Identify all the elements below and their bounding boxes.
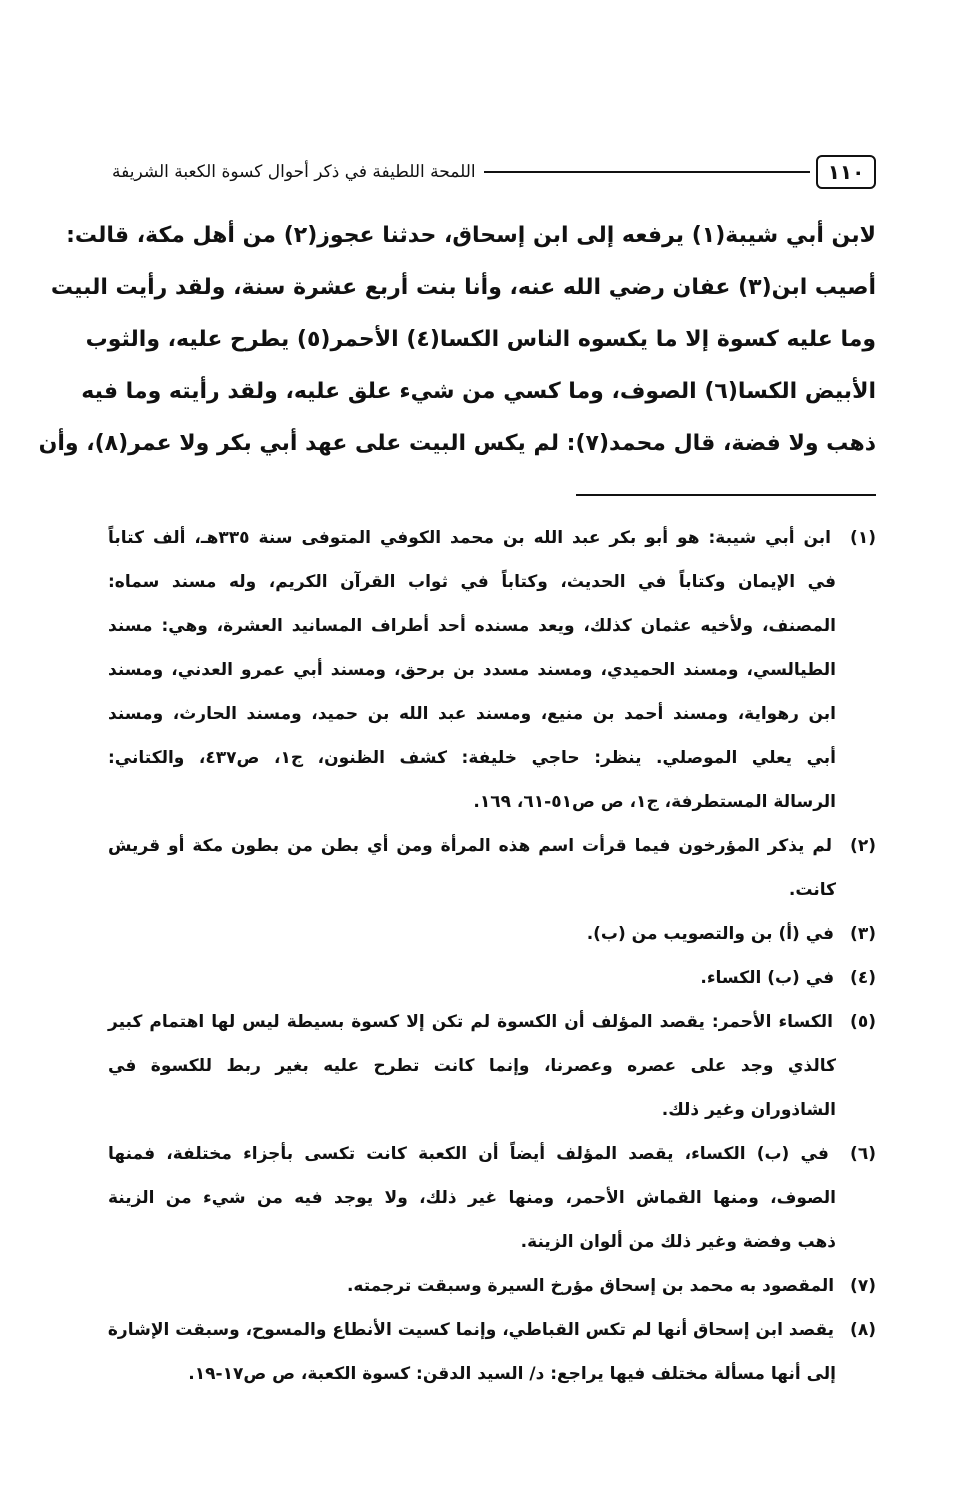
main-text	[38, 210, 876, 470]
footnote-number: (٢)	[850, 836, 876, 856]
footnote-text: ابن أبي شيبة: هو أبو بكر عبد الله بن محمد الكوفي المتوفى سنة ٣٣٥هـ، ألف كتاباً	[108, 528, 832, 548]
footnote-line	[108, 1264, 876, 1308]
footnote-line: الصوف، ومنها القماش الأحمر، ومنها غير ذلك، ولا يوجد فيه من شيء من الزينة	[108, 1188, 836, 1208]
footnote-number: (١)	[850, 528, 876, 548]
footnote-line: الرسالة المستطرفة، ج١، ص ص٥١-٦١، ١٦٩.	[473, 792, 836, 812]
footnote-line: إلى أنها مسألة مختلف فيها يراجع: د/ السيد الدقن: كسوة الكعبة، ص ص١٧-١٩.	[188, 1364, 836, 1384]
footnote-line	[108, 824, 876, 868]
footnote-number: (٥)	[850, 1012, 876, 1032]
running-title: اللمحة اللطيفة في ذكر أحوال كسوة الكعبة الشريفة	[112, 162, 476, 182]
footnote-line: كانت.	[788, 880, 836, 900]
footnote-text: لم يذكر المؤرخون فيما قرأت اسم هذه المرأة ومن أي بطن من بطون مكة أو قريش	[108, 836, 833, 856]
main-text-line: الأبيض الكسا(٦) الصوف، وما كسي من شيء علق عليه، ولقد رأيته وما فيه	[81, 379, 876, 404]
footnote-line: أبي يعلي الموصلي. ينظر: حاجي خليفة: كشف الظنون، ج١، ص٤٣٧، والكتاني:	[108, 748, 837, 768]
running-header	[108, 150, 876, 194]
footnotes	[108, 516, 876, 1396]
footnote-line: الطيالسي، ومسند الحميدي، ومسند مسدد بن برحق، ومسند أبي عمرو العدني، ومسند	[108, 660, 836, 680]
footnote-number: (٣)	[850, 924, 876, 944]
footnote-text: المقصود به محمد بن إسحاق مؤرخ السيرة وسبقت ترجمته.	[346, 1276, 835, 1296]
footnote-line: الشاذوران وغير ذلك.	[661, 1100, 836, 1120]
footnote-line	[108, 1132, 876, 1176]
footnote-line: المصنف، ولأخيه عثمان كذلك، ويعد مسنده أحد أطراف المسانيد العشرة، وهي: مسند	[108, 616, 836, 636]
main-text-line: وما عليه كسوة إلا ما يكسوه الناس الكسا(٤) الأحمر(٥) يطرح عليه، والثوب	[85, 327, 876, 352]
footnote-text: في (أ) بن والتصويب من (ب).	[586, 924, 835, 944]
footnote-text: في (ب) الكساء.	[700, 968, 835, 988]
footnote-number: (٨)	[850, 1320, 876, 1340]
footnote-number: (٧)	[850, 1276, 876, 1296]
footnote-line: كالذي وجد على عصره وعصرنا، وإنما كانت تطرح عليه بغير ربط للكسوة في	[108, 1056, 836, 1076]
footnote-text: الكساء الأحمر: يقصد المؤلف أن الكسوة لم تكن إلا كسوة بسيطة ليس لها اهتمام كبير	[108, 1012, 833, 1032]
footnote-separator	[576, 494, 876, 496]
footnote-text: في (ب) الكساء، يقصد المؤلف أيضاً أن الكعبة كانت تكسى بأجزاء مختلفة، فمنها	[108, 1144, 829, 1164]
header-rule	[484, 171, 810, 173]
main-text-line: ذهب ولا فضة، قال محمد(٧): لم يكس البيت على عهد أبي بكر ولا عمر(٨)، وأن	[38, 431, 876, 456]
footnote-line: في الإيمان وكتاباً في الحديث، وكتاباً في ثواب القرآن الكريم، وله مسند سماه:	[108, 572, 836, 592]
footnote-number: (٤)	[850, 968, 876, 988]
footnote-line	[108, 1000, 876, 1044]
footnote-line: ابن رهواية، ومسند أحمد بن منيع، ومسند عبد الله بن حميد، ومسند الحارث، ومسند	[108, 704, 836, 724]
main-text-line: لابن أبي شيبة(١) يرفعه إلى ابن إسحاق، حدثنا عجوز(٢) من أهل مكة، قالت:	[66, 223, 876, 248]
footnote-text: يقصد ابن إسحاق أنها لم تكس القباطي، وإنما كسيت الأنطاع والمسوح، وسبقت الإشارة	[107, 1320, 835, 1340]
footnote-number: (٦)	[850, 1144, 876, 1164]
footnote-line	[108, 912, 876, 956]
footnote-line	[108, 956, 876, 1000]
footnote-line	[108, 516, 876, 560]
main-text-line: أصيب ابن(٣) عفان رضي الله عنه، وأنا بنت أربع عشرة سنة، ولقد رأيت البيت	[50, 275, 876, 300]
footnote-line	[108, 1308, 876, 1352]
footnote-line: ذهب وفضة وغير ذلك من ألوان الزينة.	[520, 1232, 836, 1252]
page-number: ١١٠	[816, 155, 876, 189]
